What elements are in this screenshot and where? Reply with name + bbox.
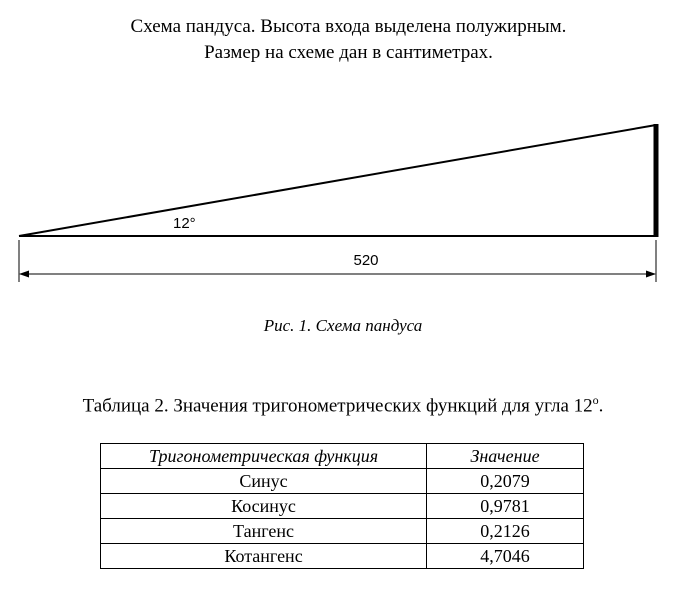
figure-caption: Рис. 1. Схема пандуса xyxy=(263,316,423,335)
table-title-text: Таблица 2. Значения тригонометрических функций для угла 12 xyxy=(82,395,593,417)
value-cell: 0,2126 xyxy=(427,519,584,544)
function-cell: Тангенс xyxy=(101,519,427,544)
dimension-arrow-left xyxy=(19,271,29,278)
table-row xyxy=(101,519,584,544)
angle-label: 12° xyxy=(173,215,196,232)
function-cell: Синус xyxy=(101,469,427,494)
intro-line-2: Размер на схеме дан в сантиметрах. xyxy=(204,42,493,63)
table-title-end: . xyxy=(598,395,604,417)
ramp-slope-line xyxy=(19,125,656,236)
table-row xyxy=(101,544,584,569)
trig-table xyxy=(100,443,584,569)
header-value: Значение xyxy=(427,444,584,469)
table-row xyxy=(101,469,584,494)
dimension-arrow-right xyxy=(646,271,656,278)
table-title-degree: о xyxy=(592,393,599,407)
length-label: 520 xyxy=(353,252,379,269)
header-function: Тригонометрическая функция xyxy=(101,444,427,469)
table-row xyxy=(101,494,584,519)
table-title xyxy=(0,393,686,417)
function-cell: Косинус xyxy=(101,494,427,519)
value-cell: 0,2079 xyxy=(427,469,584,494)
function-cell: Котангенс xyxy=(101,544,427,569)
table-header-row xyxy=(101,444,584,469)
value-cell: 0,9781 xyxy=(427,494,584,519)
value-cell: 4,7046 xyxy=(427,544,584,569)
intro-line-1: Схема пандуса. Высота входа выделена полужирным. xyxy=(130,16,567,37)
